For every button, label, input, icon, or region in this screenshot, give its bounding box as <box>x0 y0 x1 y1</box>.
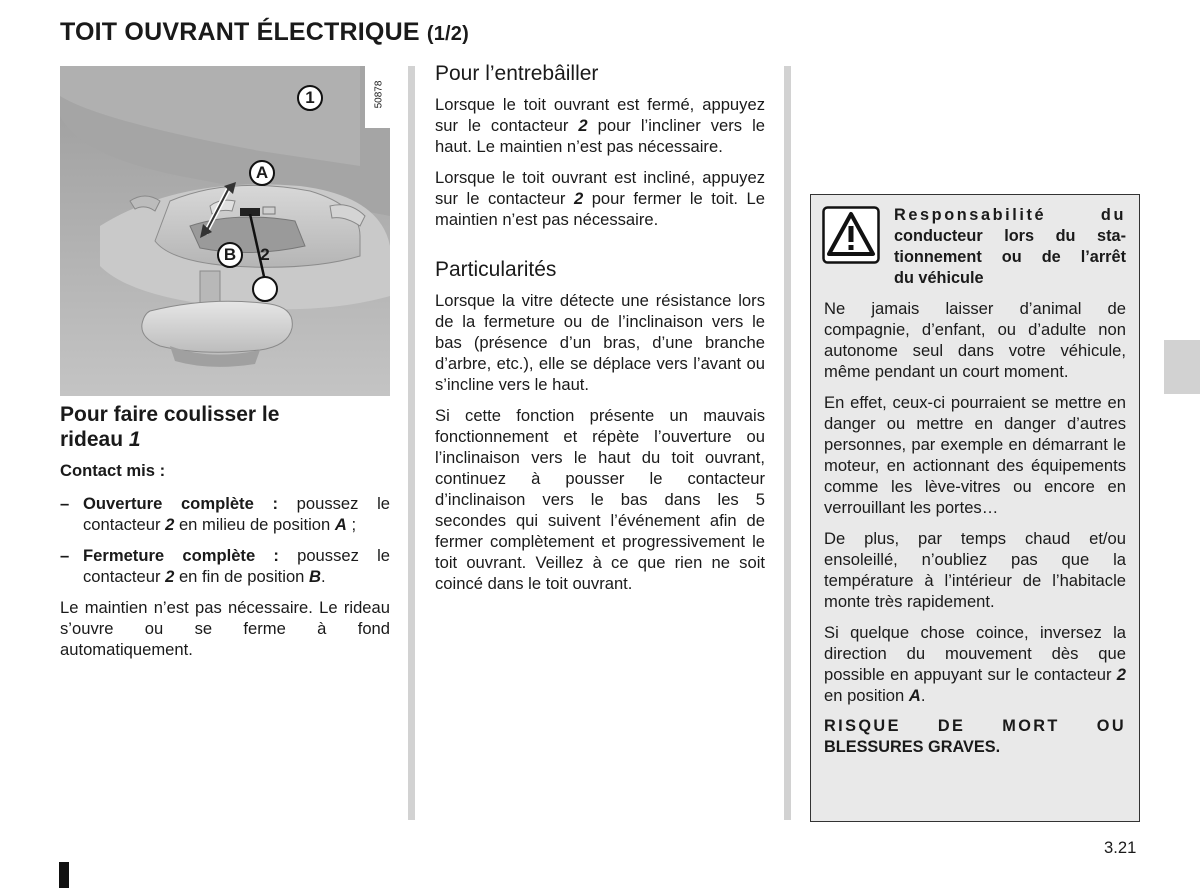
w-p4-mid: en position <box>824 686 909 705</box>
item2-mid: en fin de position <box>174 567 310 586</box>
middle-column <box>435 62 765 604</box>
section-heading-tilt: Pour l’entrebâiller <box>435 62 599 85</box>
warning-paragraph-1: Ne jamais laisser d’animal de compagnie, d’enfant, ou d’adulte non autonome seul dans votre véhicule, même pendant un court moment. <box>824 299 1126 381</box>
list-item-open-text <box>83 493 390 535</box>
section-heading-curtain <box>60 402 390 452</box>
figure-code-text: 50878 <box>373 80 385 109</box>
warning-risk <box>824 716 1126 758</box>
item1-ref: 2 <box>165 515 175 534</box>
section-heading-particularities: Particularités <box>435 258 557 281</box>
w-p4-pre: Si quelque chose coince, inversez la direction du mouvement dès que possible en appuyant sur le contacteur <box>824 623 1126 684</box>
warning-title-l3: tionnement ou de l’arrêt <box>894 248 1126 266</box>
page-number: 3.21 <box>1104 838 1137 857</box>
heading-ref: 1 <box>128 428 141 451</box>
p1-pre: Lorsque le toit ouvrant est fermé, appuyez sur le contacteur <box>435 95 765 135</box>
item1-mid: en milieu de position <box>174 515 335 534</box>
list-dash: – <box>60 494 70 513</box>
left-column <box>60 402 390 670</box>
warning-title-l2: conducteur lors du sta- <box>894 227 1126 245</box>
contact-label: Contact mis : <box>60 461 166 480</box>
item2-end: . <box>321 567 326 586</box>
item2-ref: 2 <box>165 567 175 586</box>
sunroof-control-illustration <box>60 66 390 396</box>
heading-line1: Pour faire coulisser le <box>60 403 280 426</box>
warning-risk-l2: BLESSURES GRAVES. <box>824 738 1001 756</box>
page-title <box>60 18 469 47</box>
callout-B: B <box>223 245 237 264</box>
w-p4-ref: 2 <box>1116 665 1126 684</box>
w-p4-pos: A <box>908 686 921 705</box>
list-item-close-text <box>83 545 390 587</box>
column-separator-left <box>408 66 415 820</box>
item2-pre: poussez le contacteur <box>83 546 390 586</box>
p1-post: pour l’incliner vers le haut. Le maintien n’est pas nécessaire. <box>435 116 765 156</box>
list-item-close <box>60 545 390 587</box>
middle-paragraph-2 <box>435 167 765 230</box>
p2-ref: 2 <box>573 189 584 208</box>
middle-paragraph-3: Lorsque la vitre détecte une résistance lors de la fermeture ou de l’inclinaison vers le bas (présence d’un bras, d’une branche d’arbre, etc.), elle se déplace vers l’avant ou s’incline vers le haut. <box>435 291 765 394</box>
item2-bold: Fermeture complète : <box>83 546 279 565</box>
figure-code <box>369 69 387 125</box>
warning-title <box>894 205 1126 289</box>
page-title-part: (1/2) <box>426 23 469 45</box>
item1-end: ; <box>346 515 357 534</box>
list-item-open <box>60 493 390 535</box>
callout-1: 1 <box>305 88 315 107</box>
item1-pre: poussez le contacteur <box>83 494 390 534</box>
middle-paragraph-1 <box>435 94 765 157</box>
left-paragraph: Le maintien n’est pas nécessaire. Le rideau s’ouvre ou se ferme à fond automatiquement. <box>60 598 390 659</box>
list-dash: – <box>60 546 70 565</box>
warning-paragraph-4 <box>824 622 1126 706</box>
page-title-text: TOIT OUVRANT ÉLECTRIQUE <box>60 18 420 46</box>
illustration-svg <box>60 66 390 396</box>
warning-paragraph-3: De plus, par temps chaud et/ou ensoleillé, n’oubliez pas que la température à l’intérieur de l’habitacle monte très rapidement. <box>824 529 1126 611</box>
chapter-tab <box>1164 340 1200 394</box>
warning-triangle-icon <box>822 206 880 264</box>
p2-post: pour fermer le toit. Le maintien n’est pas nécessaire. <box>435 189 765 229</box>
warning-title-l4: du véhicule <box>894 269 984 287</box>
item2-pos: B <box>309 567 321 586</box>
warning-title-l1: Responsabilité du <box>894 206 1126 224</box>
w-p4-end: . <box>920 686 926 705</box>
callout-2: 2 <box>260 245 270 264</box>
warning-paragraph-2: En effet, ceux-ci pourraient se mettre en danger ou mettre en danger d’autres personnes, par exemple en démarrant le moteur, en actionnant des équipements comme les lève-vitres ou encore en verrouillant les portes… <box>824 393 1126 517</box>
item1-pos: A <box>334 515 347 534</box>
p2-pre: Lorsque le toit ouvrant est incliné, appuyez sur le contacteur <box>435 168 765 208</box>
item1-bold: Ouverture complète : <box>83 494 278 513</box>
heading-line2: rideau <box>60 428 129 451</box>
column-separator-right <box>784 66 791 820</box>
page-edge-marker <box>59 862 69 888</box>
warning-box <box>810 194 1140 822</box>
warning-risk-l1: RISQUE DE MORT OU <box>824 717 1126 735</box>
callout-A: A <box>255 163 269 182</box>
middle-paragraph-4: Si cette fonction présente un mauvais fonctionnement et répète l’ouverture ou l’inclinaison vers le haut du toit ouvrant, continuez à pousser le contacteur d’inclinaison vers le bas dans les 5 secondes qui suivent l’événement afin de fermer complètement et progressivement le toit ouvrant. Veillez à ce que rien ne soit coincé dans le toit ouvrant. <box>435 406 765 593</box>
p1-ref: 2 <box>578 116 588 135</box>
